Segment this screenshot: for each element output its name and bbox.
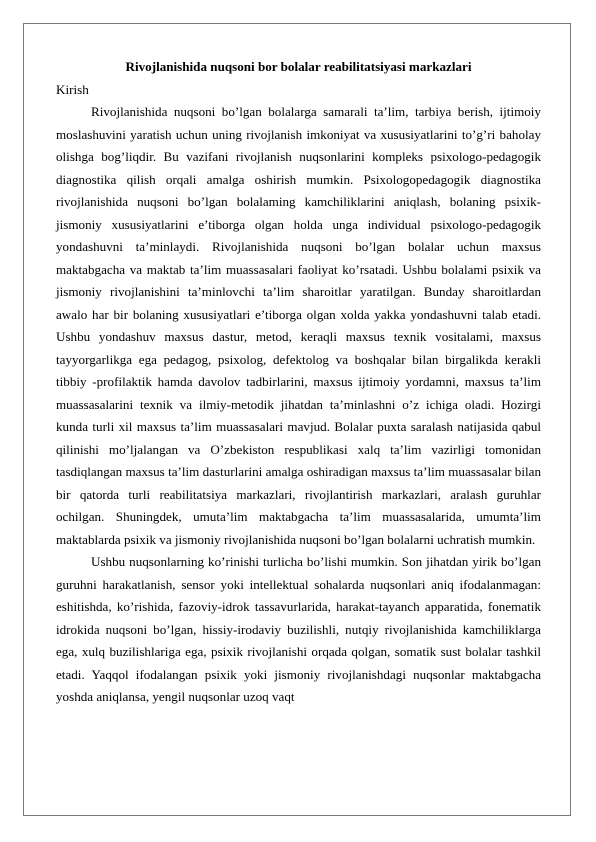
document-title: Rivojlanishida nuqsoni bor bolalar reabilitatsiyasi markazlari bbox=[125, 59, 472, 74]
paragraph: Ushbu nuqsonlarning ko’rinishi turlicha bo’lishi mumkin. Son jihatdan yirik bo’lgan guruhni harakatlanish, sensor yoki intellektual sohalarda nuqsonlari aniq ifodalanmagan: eshitishda, ko’rishida, fazoviy-idrok tassavurlarida, harakat-tayanch apparatida, fonematik idrokida nuqsoni bo’lgan, hissiy-irodaviy buzilishli, nutqiy rivojlanishida kamchiliklarga ega, xulq buzilishlariga ega, psixik rivojlanishi orqada qolgan, somatik sust bolalar tashkil etadi. Yaqqol ifodalangan psixik yoki jismoniy rivojlanishdagi nuqsonlar maktabgacha yoshda aniqlansa, yengil nuqsonlar uzoq vaqt bbox=[56, 554, 541, 704]
paragraph: Rivojlanishida nuqsoni bo’lgan bolalarga samarali ta’lim, tarbiya berish, ijtimoiy moslashuvini yaratish uchun uning rivojlanish imkoniyat va xususiyatlarini to’g’ri baholay olishga bog’liqdir. Bu vazifani rivojlanish nuqsonlarini kompleks psixologo-pedagogik diagnostika qilish orqali amalga oshirish mumkin. Psixologopedagogik diagnostika rivojlanishida nuqsoni bo’lgan bolalaming kamchiliklarini aniqlash, bolaning psixik-jismoniy xususiyatlarini e’tiborga olgan holda unga individual psixologo-pedagogik yondashuvni ta’minlaydi. Rivojlanishida nuqsoni bo’lgan bolalar uchun maxsus maktabgacha va maktab ta’lim muassasalari faoliyat ko’rsatadi. Ushbu bolalami psixik va jismoniy rivojlanishini ta’minlovchi ta’lim sharoitlar yaratilgan. Bunday sharoitlardan awalo har bir bolaning xususiyatlari e’tiborga olgan xolda yakka yondashuvni talab etadi. Ushbu yondashuv maxsus dastur, metod, keraqli maxsus texnik vositalami, maxsus tayyorgarlikga ega pedagog, psixolog, defektolog va boshqalar bilan birgalikda kerakli tibbiy -profilaktik hamda davolov tadbirlarini, maxsus ijtimoiy yordamni, maxsus ta’lim muassasalarini texnik va ilmiy-metodik jihatdan ta’minlashni o’z ichiga oladi. Hozirgi kunda turli xil maxsus ta’lim muassasalari mavjud. Bolalar puxta saralash natijasida qabul qilinishi mo’ljalangan va O’zbekiston respublikasi xalq ta’lim vazirligi tomonidan tasdiqlangan maxsus ta’lim dasturlarini amalga oshiradigan maxsus ta’lim muassasalar bilan bir qatorda turli reabilitatsiya markazlari, rivojlantirish markazlari, aralash guruhlar ochilgan. Shuningdek, umuta’lim maktabgacha ta’lim muassasalarida, umumta’lim maktablarda psixik va jismoniy rivojlanishida nuqsoni bo’lgan bolalarni uchratish mumkin. bbox=[56, 104, 541, 547]
document-body bbox=[56, 56, 541, 709]
section-heading: Kirish bbox=[56, 81, 89, 97]
